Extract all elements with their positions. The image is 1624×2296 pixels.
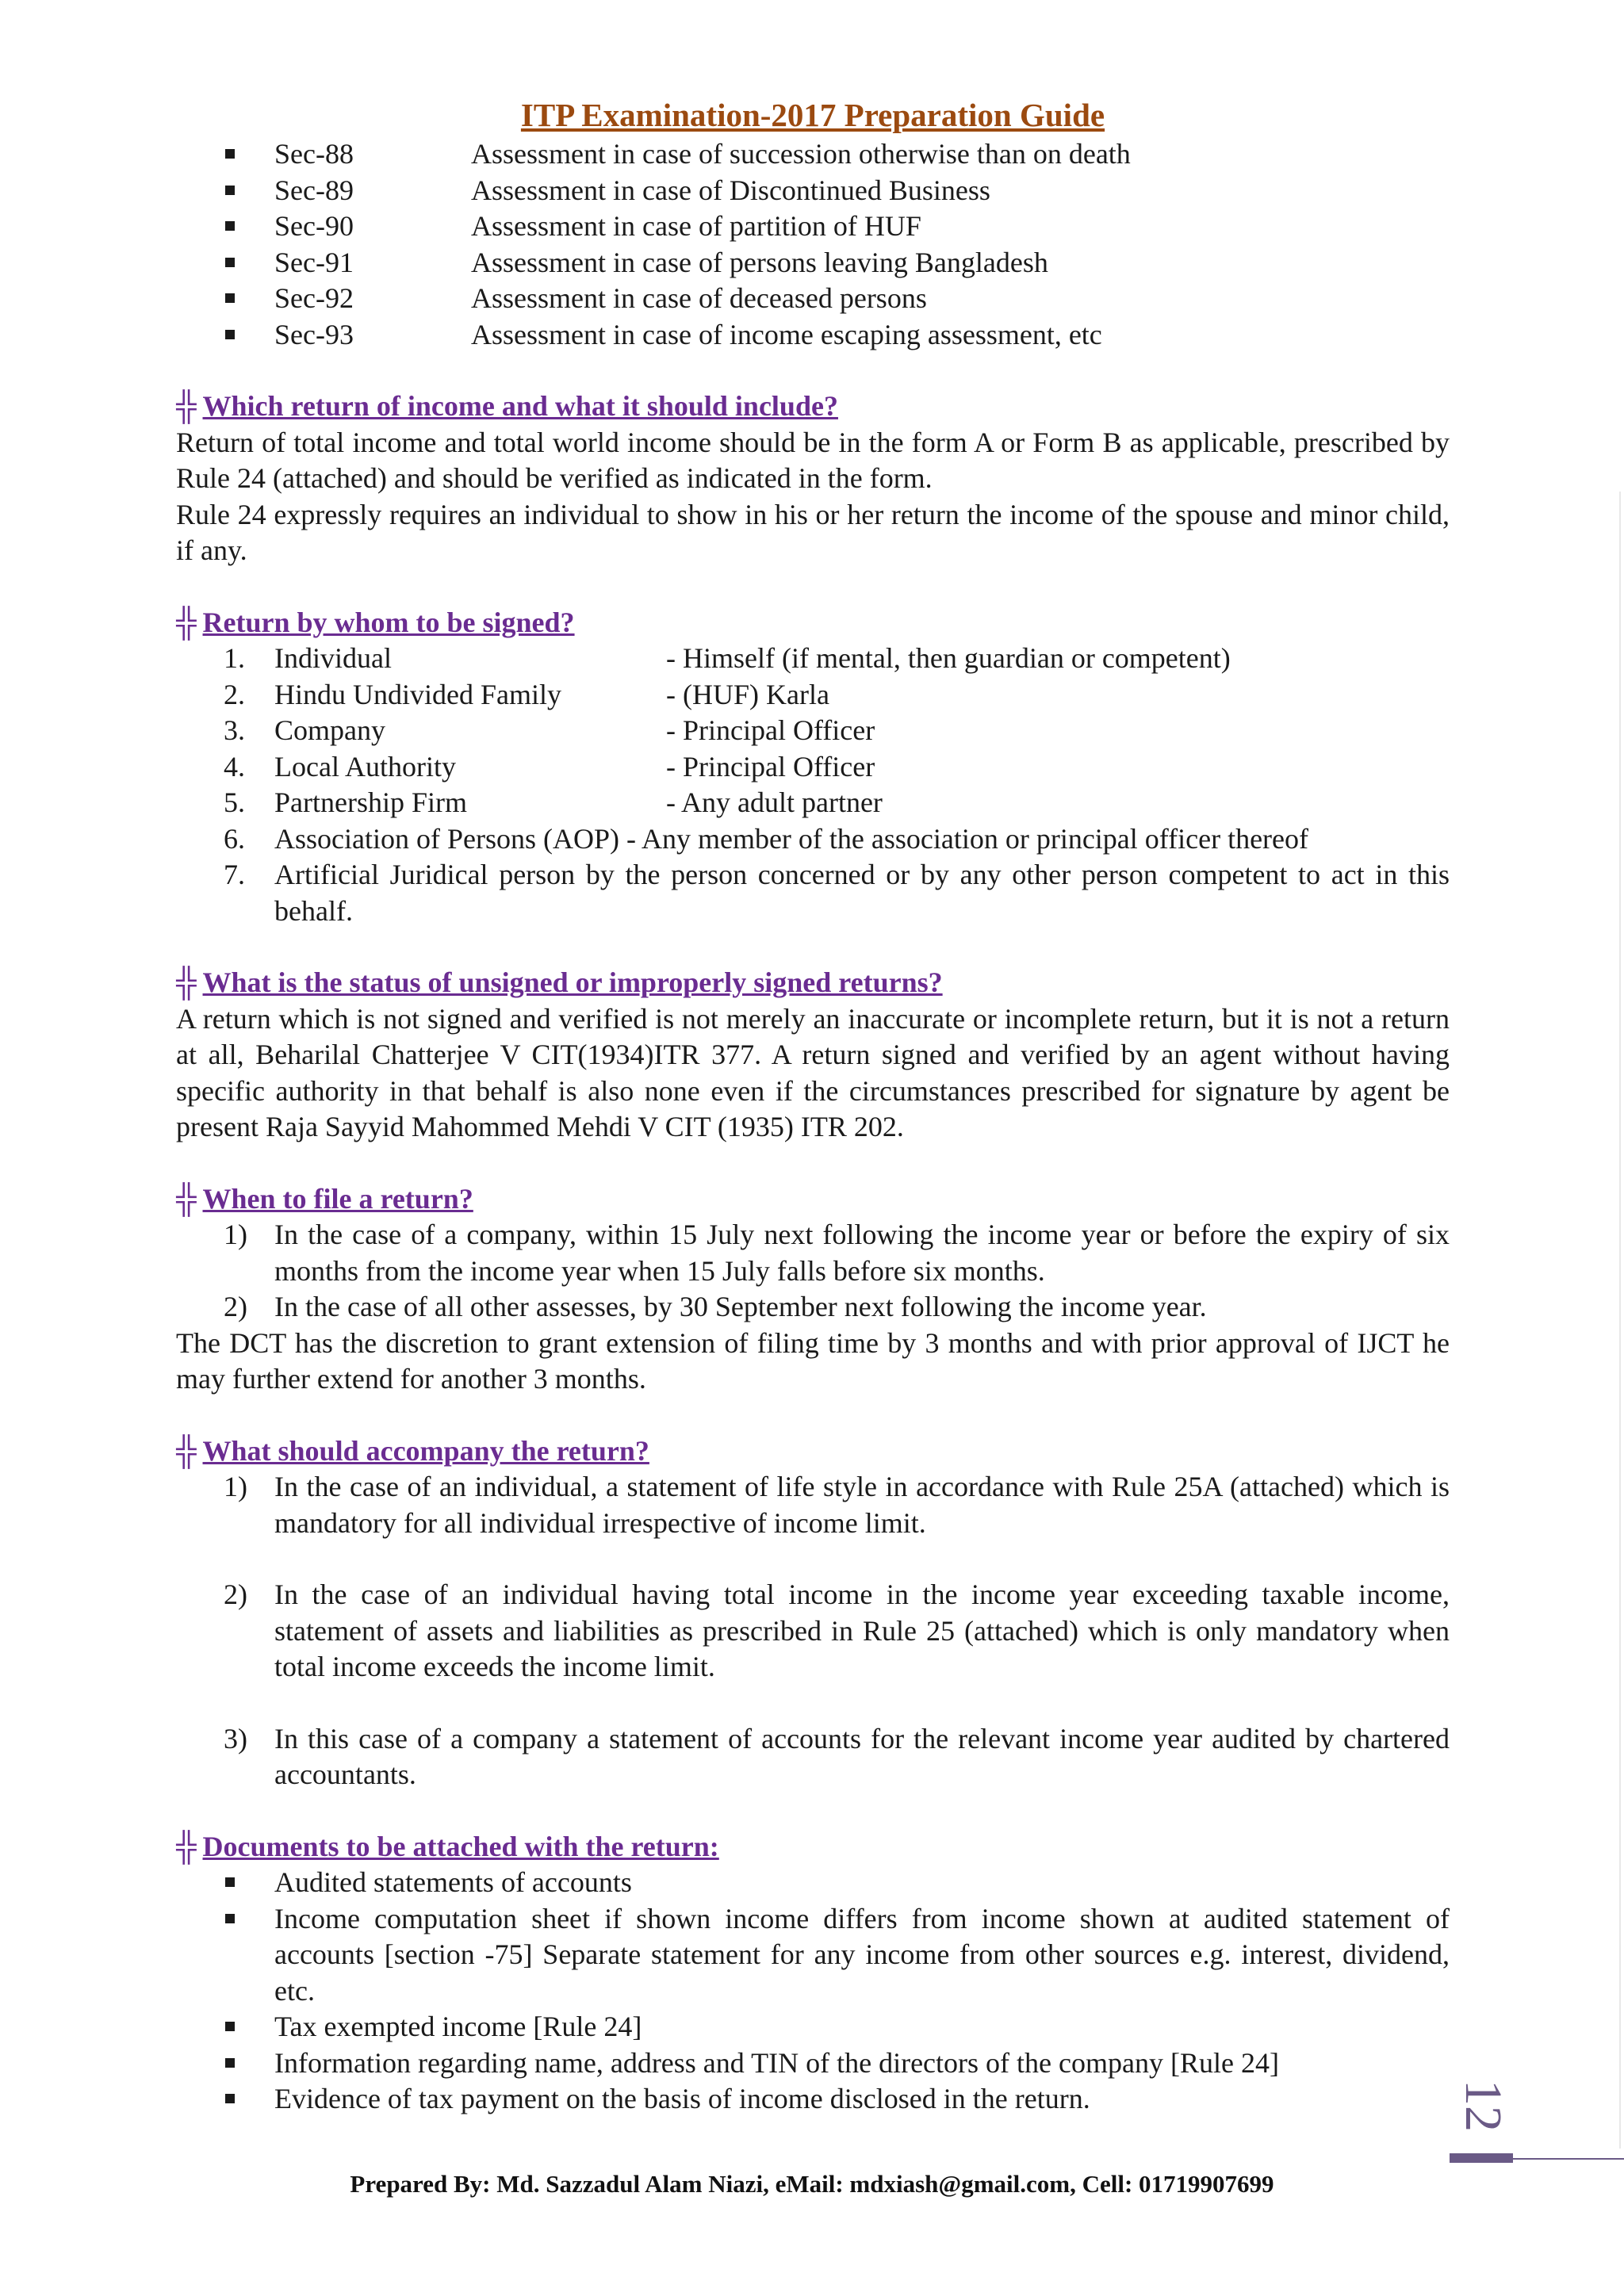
section-heading-unsigned-returns: [176, 965, 1450, 1001]
page-number-bar: [1450, 2153, 1513, 2163]
list-item: [176, 209, 1450, 245]
list-item: [176, 641, 1450, 677]
item-number: 2): [224, 1578, 247, 1610]
page-edge-line: [1619, 492, 1621, 2149]
list-item: [176, 281, 1450, 317]
item-number: 3.: [224, 714, 245, 746]
list-item: [176, 821, 1450, 858]
list-item: [176, 2081, 1450, 2118]
item-text: Evidence of tax payment on the basis of income disclosed in the return.: [274, 2083, 1090, 2114]
list-item: [176, 749, 1450, 786]
item-number: 1): [224, 1471, 247, 1502]
item-text: In the case of an individual having total income in the income year exceeding taxable income, statement of assets and liabilities as prescribed in Rule 25 (attached) which is only mandatory when total income exceeds the income limit.: [274, 1578, 1450, 1682]
bullet-square-icon: [225, 258, 235, 267]
paragraph: A return which is not signed and verified is not merely an inaccurate or incomplete return, but it is not a return at all, Beharilal Chatterjee V CIT(1934)ITR 377. A return signed and verified by an agent without having specific authority in that behalf is also none even if the circumstances prescribed for signature by agent be present Raja Sayyid Mahommed Mehdi V CIT (1935) ITR 202.: [176, 1002, 1450, 1142]
bullet-square-icon: [225, 293, 235, 303]
signer: - Any adult partner: [666, 786, 883, 818]
list-item: [176, 677, 1450, 714]
section-description: Assessment in case of income escaping assessment, etc: [471, 318, 1102, 350]
list-item: [176, 1217, 1450, 1289]
bullet-square-icon: [225, 221, 235, 231]
list-item: [176, 713, 1450, 749]
list-item: [176, 1865, 1450, 1901]
item-number: 7.: [224, 859, 245, 890]
paragraph: Rule 24 expressly requires an individual to show in his or her return the income of the spouse and minor child, if any.: [176, 498, 1450, 566]
signer: - (HUF) Karla: [666, 678, 829, 710]
signer-list: [176, 641, 1450, 929]
item-text: In the case of all other assesses, by 30 September next following the income year.: [274, 1291, 1207, 1322]
paragraph: Return of total income and total world income should be in the form A or Form B as applicable, prescribed by Rule 24 (attached) and should be verified as indicated in the form.: [176, 426, 1450, 494]
section-heading-accompany-return: [176, 1433, 1450, 1470]
heading-text: What should accompany the return?: [202, 1434, 649, 1467]
item-text: Income computation sheet if shown income differs from income shown at audited statement of accounts [section -75] Separate statement for any income from other sources e.g. interest, dividend, etc.: [274, 1902, 1450, 2007]
list-item: [176, 245, 1450, 281]
list-item: [176, 785, 1450, 821]
double-cross-icon: ╬: [176, 1830, 197, 1862]
section-description: Assessment in case of partition of HUF: [471, 210, 921, 242]
paragraph: The DCT has the discretion to grant extension of filing time by 3 months and with prior approval of IJCT he may further extend for another 3 months.: [176, 1326, 1450, 1395]
section-description: Assessment in case of persons leaving Bangladesh: [471, 246, 1048, 278]
section-code: Sec-91: [274, 246, 354, 278]
signer: - Principal Officer: [666, 714, 875, 746]
section-code: Sec-89: [274, 174, 354, 206]
bullet-square-icon: [225, 186, 235, 195]
list-item: [176, 317, 1450, 354]
filing-deadline-list: [176, 1217, 1450, 1326]
section-code: Sec-90: [274, 210, 354, 242]
list-item: [176, 1721, 1450, 1793]
section-heading-documents-attached: [176, 1829, 1450, 1866]
page-content: [176, 94, 1450, 2118]
heading-text: Return by whom to be signed?: [202, 606, 575, 638]
double-cross-icon: ╬: [176, 1434, 197, 1467]
double-cross-icon: ╬: [176, 390, 197, 422]
double-cross-icon: ╬: [176, 966, 197, 998]
section-description: Assessment in case of Discontinued Business: [471, 174, 990, 206]
assessee-type: Company: [274, 714, 385, 746]
item-text: Artificial Juridical person by the person concerned or by any other person competent to act in this behalf.: [274, 859, 1450, 927]
list-item: [176, 1577, 1450, 1686]
assessee-type: Individual: [274, 642, 392, 674]
section-code: Sec-93: [274, 318, 354, 350]
list-item: [176, 173, 1450, 209]
bullet-square-icon: [225, 2058, 235, 2068]
document-title: ITP Examination-2017 Preparation Guide: [520, 97, 1105, 133]
double-cross-icon: ╬: [176, 1182, 197, 1215]
item-number: 2): [224, 1291, 247, 1322]
list-item: [176, 1901, 1450, 2010]
item-number: 6.: [224, 822, 245, 855]
list-spacer: [176, 1541, 1450, 1577]
double-cross-icon: ╬: [176, 606, 197, 638]
item-text: In the case of an individual, a statement of life style in accordance with Rule 25A (attached) which is mandatory for all individual irrespective of income limit.: [274, 1471, 1450, 1539]
item-number: 1.: [224, 642, 245, 674]
list-item: [176, 1289, 1450, 1326]
item-text: Audited statements of accounts: [274, 1866, 632, 1898]
item-number: 2.: [224, 678, 245, 710]
bullet-square-icon: [225, 1877, 235, 1887]
heading-text: Which return of income and what it should include?: [202, 390, 838, 422]
assessee-type: Partnership Firm: [274, 786, 467, 818]
item-number: 4.: [224, 750, 245, 783]
footer-credits: Prepared By: Md. Sazzadul Alam Niazi, eMail: mdxiash@gmail.com, Cell: 01719907699: [350, 2170, 1274, 2198]
documents-list: [176, 1865, 1450, 2118]
heading-text: When to file a return?: [202, 1182, 473, 1215]
item-text: In this case of a company a statement of accounts for the relevant income year audited by chartered accountants.: [274, 1722, 1450, 1790]
section-heading-return-of-income: [176, 388, 1450, 425]
bullet-square-icon: [225, 149, 235, 159]
signer: - Principal Officer: [666, 750, 875, 783]
section-description: Assessment in case of succession otherwise than on death: [471, 138, 1131, 170]
signer: - Himself (if mental, then guardian or competent): [666, 642, 1231, 674]
section-code: Sec-92: [274, 282, 354, 314]
list-spacer: [176, 1686, 1450, 1721]
item-text: Association of Persons (AOP) - Any member of the association or principal officer thereof: [274, 822, 1308, 855]
item-text: Tax exempted income [Rule 24]: [274, 2011, 642, 2042]
item-number: 1): [224, 1219, 247, 1250]
accompany-list: [176, 1469, 1450, 1793]
list-item: [176, 2009, 1450, 2045]
list-item: [176, 1469, 1450, 1541]
bullet-square-icon: [225, 2094, 235, 2103]
heading-text: Documents to be attached with the return:: [202, 1830, 719, 1862]
section-heading-return-signed-by: [176, 605, 1450, 641]
assessee-type: Local Authority: [274, 750, 456, 783]
page-number-rule: [1513, 2158, 1624, 2160]
section-heading-when-to-file: [176, 1181, 1450, 1218]
list-item: [176, 2045, 1450, 2082]
item-number: 3): [224, 1722, 247, 1755]
bullet-square-icon: [225, 1914, 235, 1923]
bullet-square-icon: [225, 330, 235, 339]
section-description: Assessment in case of deceased persons: [471, 282, 927, 314]
assessee-type: Hindu Undivided Family: [274, 678, 561, 710]
list-item: [176, 857, 1450, 929]
item-text: In the case of a company, within 15 July next following the income year or before the expiry of six months from the income year when 15 July falls before six months.: [274, 1219, 1450, 1287]
item-text: Information regarding name, address and TIN of the directors of the company [Rule 24]: [274, 2046, 1279, 2079]
heading-text: What is the status of unsigned or improperly signed returns?: [202, 966, 943, 998]
list-item: [176, 136, 1450, 173]
section-code: Sec-88: [274, 138, 354, 170]
bullet-square-icon: [225, 2022, 235, 2031]
section-list: [176, 136, 1450, 353]
item-number: 5.: [224, 786, 245, 818]
page-number: 12: [1454, 2080, 1512, 2132]
